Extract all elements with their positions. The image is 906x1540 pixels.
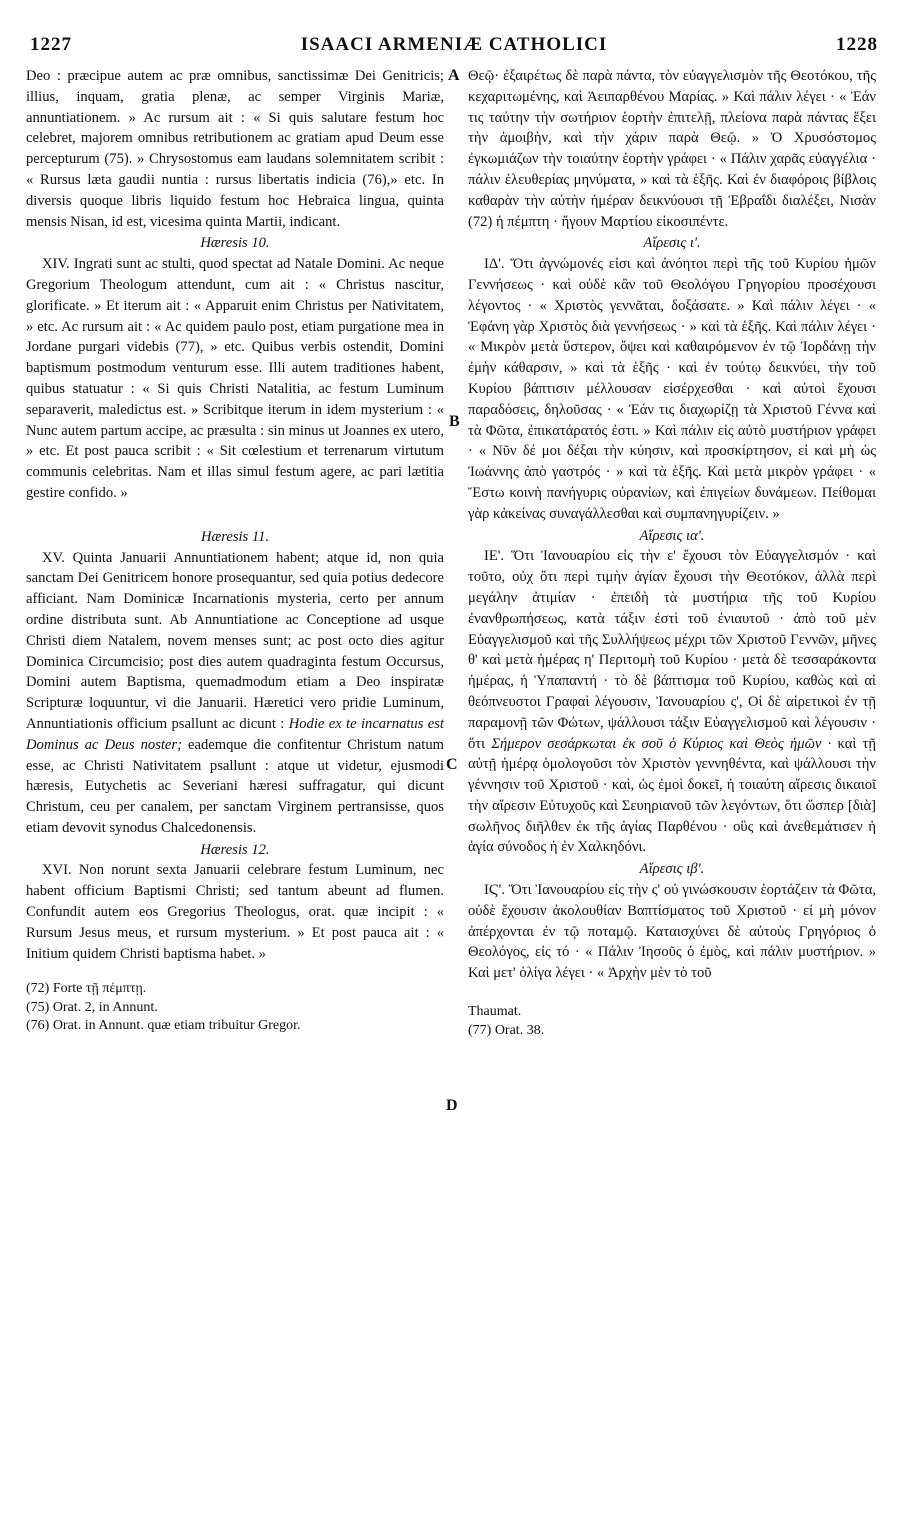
- page-number-right: 1228: [836, 34, 878, 55]
- greek-heading-heresy-12: Αἵρεσις ιβ'.: [639, 861, 705, 878]
- greek-heading-heresy-10: Αἵρεσις ι'.: [643, 235, 701, 252]
- latin-column: [26, 66, 444, 1036]
- margin-marker-b: B: [449, 413, 460, 430]
- running-title: ISAACI ARMENIÆ CATHOLICI: [300, 34, 608, 55]
- greek-intro-paragraph: Θεῷ· ἐξαιρέτως δὲ παρὰ πάντα, τὸν εὐαγγελισμὸν τῆς Θεοτόκου, τῆς κεχαριτωμένης, καὶ Ἀειπαρθένου Μαρίας. » Καὶ πάλιν λέγει · « Ἐάν τις ταύτην τὴν σωτήριον ἑορτὴν ἐπιτελῇ, πλείονα παρὰ πάντας ἕξει τὴν ἀμοιβὴν, καὶ τὴν χάριν παρὰ Θεῷ. » Ὁ Χρυσόστομος ἐγκωμιάζων τὴν τοιαύτην ἑορτὴν γράφει · « Πάλιν χαρᾶς εὐαγγέλια · πάλιν ἐλευθερίας μηνύματα, » καὶ τὰ ἑξῆς. Καὶ ἐν διαφόροις βίβλοις καθαρὰν τὴν αὐτὴν ἡμέραν δεικνύουσι τῇ Ἑβραΐδι διαλέξει, Νισὰν (72) ἡ πέμπτη · ἤγουν Μαρτίου εἰκοσιπέντε.: [468, 68, 876, 230]
- latin-intro-paragraph: Deo : præcipue autem ac præ omnibus, sanctissimæ Dei Genitricis; illius, inquam, gratia plenæ, ac semper Virginis Mariæ, annuntiationem. » Ac rursum ait : « Si quis salutare festum hoc celebret, majorem omnibus retributionem ac gratiam apud Deum esse percepturum (75). » Chrysostomus eam laudans solemnitatem scribit : « Rursus læta gaudii nuntia : rursus libertatis indicia (76),» etc. In diversis quoque libris liquido festum hoc Hebraica lingua, quinta mensis Nisan, id est, vicesima quinta Martii, indicant.: [26, 68, 444, 230]
- greek-paragraph-14: ΙΔ'. Ὅτι ἀγνώμονές εἰσι καὶ ἀνόητοι περὶ τῆς τοῦ Κυρίου ἡμῶν Γεννήσεως · καὶ οὐδὲ κἂν τοῦ Θεολόγου Γρηγορίου προσέχουσι λέγοντος · « Χριστὸς γεννᾶται, δοξάσατε. » Καὶ πάλιν λέγει · « Ἐφάνη γὰρ Χριστὸς διὰ γεννήσεως · » καὶ τὰ ἑξῆς. Καὶ πάλιν λέγει · « Μικρὸν μετὰ ὕστερον, ὄψει καὶ καθαιρόμενον ἐν τῷ Ἰορδάνῃ τὴν ἐμὴν κάθαρσιν, » καὶ τὰ ἑξῆς · καὶ ἐν τούτῳ δεικνύει, τὴν τοῦ Κυρίου βάπτισιν μέλλουσαν εἰσέρχεσθαι · καὶ αὐτοὶ ἔχουσι παραδόσεις, δηλοῦσας · « Ἐάν τις διαχωρίζῃ τὰ Χριστοῦ Γέννα καὶ τὰ Φῶτα, ἐπικατάρατός ἐστι. » Καὶ πάλιν εἰς αὐτὸ μυστήριον γράφει · « Νῦν δέ μοι δέξαι τὴν κύησιν, καὶ προσκίρτησον, εἰ καὶ μὴ ὡς Ἰωάννης ἀπὸ γαστρός · » καὶ τὰ ἑξῆς. Καὶ μετὰ μικρὸν γράφει · « Ἔστω κοινὴ πανήγυρις οὐρανίων, καὶ ἐπιγείων δυνάμεων. Πείθομαι γὰρ κἀκείνας συναγάλλεσθαι καὶ συμπανηγυρίζειν. »: [468, 256, 876, 522]
- footnote-75: (75) Orat. 2, in Annunt.: [26, 999, 158, 1015]
- latin-italic-quote: Hodie ex te incarnatus est Dominus ac Deus noster;: [26, 715, 444, 753]
- latin-paragraph-14: XIV. Ingrati sunt ac stulti, quod spectat ad Natale Domini. Ac neque Gregorium Theologum attendunt, cum ait : « Christus nascitur, glorificate. » Et iterum ait : « Apparuit enim Christus per Nativitatem, » etc. Ac rursum ait : « Ac quidem paulo post, etiam purgatione mea in Jordane purgari videbis (77), » etc. Quibus verbis ostendit, Domini baptismum postmodum venturum esse. Illi autem traditiones habent, quibus statuatur : « Si quis Christi Natalitia, ac festum Luminum separaverit, maledictus est. » Scribitque iterum in idem mysterium : « Nunc autem partum accipe, ac præsulta : sin minus ut Joannes ex utero, » etc. Et post pauca scribit : « Sit cœlestium et terrenarum virtutum communis celebritas. Nam et illas simul festum agere, ac pari lætitia gestire confido. »: [26, 256, 444, 501]
- greek-heading-heresy-11: Αἵρεσις ια'.: [639, 527, 705, 544]
- margin-marker-d: D: [446, 1097, 458, 1114]
- margin-marker-c: C: [446, 756, 458, 773]
- latin-footnotes: [26, 980, 444, 1036]
- greek-paragraph-15: ΙΕ'. Ὅτι Ἰανουαρίου εἰς τὴν ε' ἔχουσι τὸν Εὐαγγελισμόν · καὶ τοῦτο, οὐχ ὅτι περὶ τιμὴν ἁγίαν ἔχουσι τὴν Θεοτόκον, ἀλλὰ περὶ μεγάλην ἀτιμίαν · ἐπειδὴ τὰ μυστήρια τῆς τοῦ Κυρίου ἐνανθρωπήσεως, κατὰ τάξιν ἐστὶ τοῦ ἐνιαυτοῦ · ἀπὸ τοῦ μὲν Εὐαγγελισμοῦ καὶ τῆς Συλλήψεως μέχρι τῶν Χριστοῦ Γεννῶν, μῆνες θ' καὶ μετὰ ἡμέρας η' Περιτομὴ τοῦ Κυρίου · μετὰ δὲ τεσσαράκοντα ἡμέρας, ἡ Ὑπαπαντή · τὸ δὲ βάπτισμα τοῦ Κυρίου, καθὼς καὶ αἱ θεόπνευστοι Γραφαὶ λέγουσιν, Ἰανουαρίου ς', Οἱ δὲ αἱρετικοὶ ἐν τῇ παραμονῇ τῶν Φώτων, ψάλλουσι τάξιν Εὐαγγελισμοῦ καὶ λέγουσιν · ὅτι Σήμερον σεσάρκωται ἐκ σοῦ ὁ Κύριος καὶ Θεὸς ἡμῶν · καὶ τῇ αὐτῇ ἡμέρᾳ ὁμολογοῦσι τὸν Χριστὸν γεννηθέντα, καὶ ψάλλουσι τὴν γέννησιν τοῦ Χριστοῦ · καὶ, ὡς ἐμοὶ δοκεῖ, ἡ τοιαύτη αἵρεσις δικαιοῖ τὴν αἵρεσιν Εὐτυχοῦς καὶ Σευηριανοῦ τῶν λεγόντων, ὅτι ὥσπερ [διὰ] σωλῆνος διῆλθεν ἐκ τῆς ἁγίας Παρθένου · οὓς καὶ ἀνεθεμάτισεν ἡ ἁγία σύνοδος ἡ ἐν Χαλκηδόνι.: [468, 548, 876, 856]
- latin-heading-heresy-11: Hæresis 11.: [200, 528, 270, 545]
- latin-heading-heresy-12: Hæresis 12.: [200, 841, 270, 858]
- page-header: [30, 34, 878, 58]
- margin-marker-a: A: [448, 67, 460, 84]
- greek-paragraph-16: ΙϚ'. Ὅτι Ἰανουαρίου εἰς τὴν ς' οὐ γινώσκουσιν ἑορτάζειν τὰ Φῶτα, οὐδὲ ἔχουσιν ἀκολουθίαν Βαπτίσματος τοῦ Χριστοῦ · εἰ μὴ μόνον ἀπέρχονται ἐν τῷ ποταμῷ. Καταισχύνει δὲ αὐτοὺς Γρηγόριος ὁ Θεολόγος, εἰς τό · « Πάλιν Ἰησοῦς ὁ ἐμὸς, καὶ πάλιν μυστήριον. » Καὶ μετ' ὀλίγα λέγει · « Ἀρχὴν μὲν τὸ τοῦ: [468, 882, 876, 982]
- greek-italic-quote: Σήμερον σεσάρκωται ἐκ σοῦ ὁ Κύριος καὶ Θεὸς ἡμῶν ·: [491, 735, 832, 752]
- latin-paragraph-16: XVI. Non norunt sexta Januarii celebrare festum Luminum, nec habent officium Baptismi Christi; sed tantum abeunt ad flumen. Confundit autem eos Gregorius Theologus, orat. quæ incipit : « Rursum Jesus meus, et rursum mysterium. » Et post pauca ait : « Initium quidem Christi baptisma habet. »: [26, 862, 444, 962]
- footnote-76-continued: Thaumat.: [468, 1004, 522, 1020]
- greek-footnotes: [468, 1002, 876, 1040]
- greek-column: [468, 66, 876, 1040]
- latin-paragraph-15: XV. Quinta Januarii Annuntiationem habent; atque id, non quia sanctam Dei Genitricem honore prosequantur, sed quia potius dedecore afficiant. Nam Dominicæ Incarnationis mysteria, certo per annum ordine distributa sunt. Ab Annuntiatione ac Conceptione ad usque Christi diem Natalem, novem menses sunt; ac post octo dies agitur Dominica Circumcisio; post dies autem quadraginta festum Occursus, Domini autem Baptisma, quemadmodum etiam a Deo inspiratæ Scripturæ loquuntur, vi die Januarii. Hæretici vero pridie Luminum, Annuntiationis officium psallunt ac dicunt : Hodie ex te incarnatus est Dominus ac Deus noster; eademque die confitentur Christum natum esse, ac Christi Nativitatem psallunt : atque ut videtur, ejusmodi hæresis, Eutychetis ac Severiani hæresi suffragatur, qui dicunt Christum, ceu per canalem, per sanctam Virginem pertransisse, quos etiam devovit synodus Chalcedonensis.: [26, 549, 444, 836]
- footnote-76: (76) Orat. in Annunt. quæ etiam tribuitur Gregor.: [26, 1018, 301, 1034]
- page-number-left: 1227: [30, 34, 72, 55]
- latin-heading-heresy-10: Hæresis 10.: [200, 235, 270, 252]
- footnote-77: (77) Orat. 38.: [468, 1023, 545, 1039]
- footnote-72: (72) Forte τῇ πέμπτῃ.: [26, 981, 147, 997]
